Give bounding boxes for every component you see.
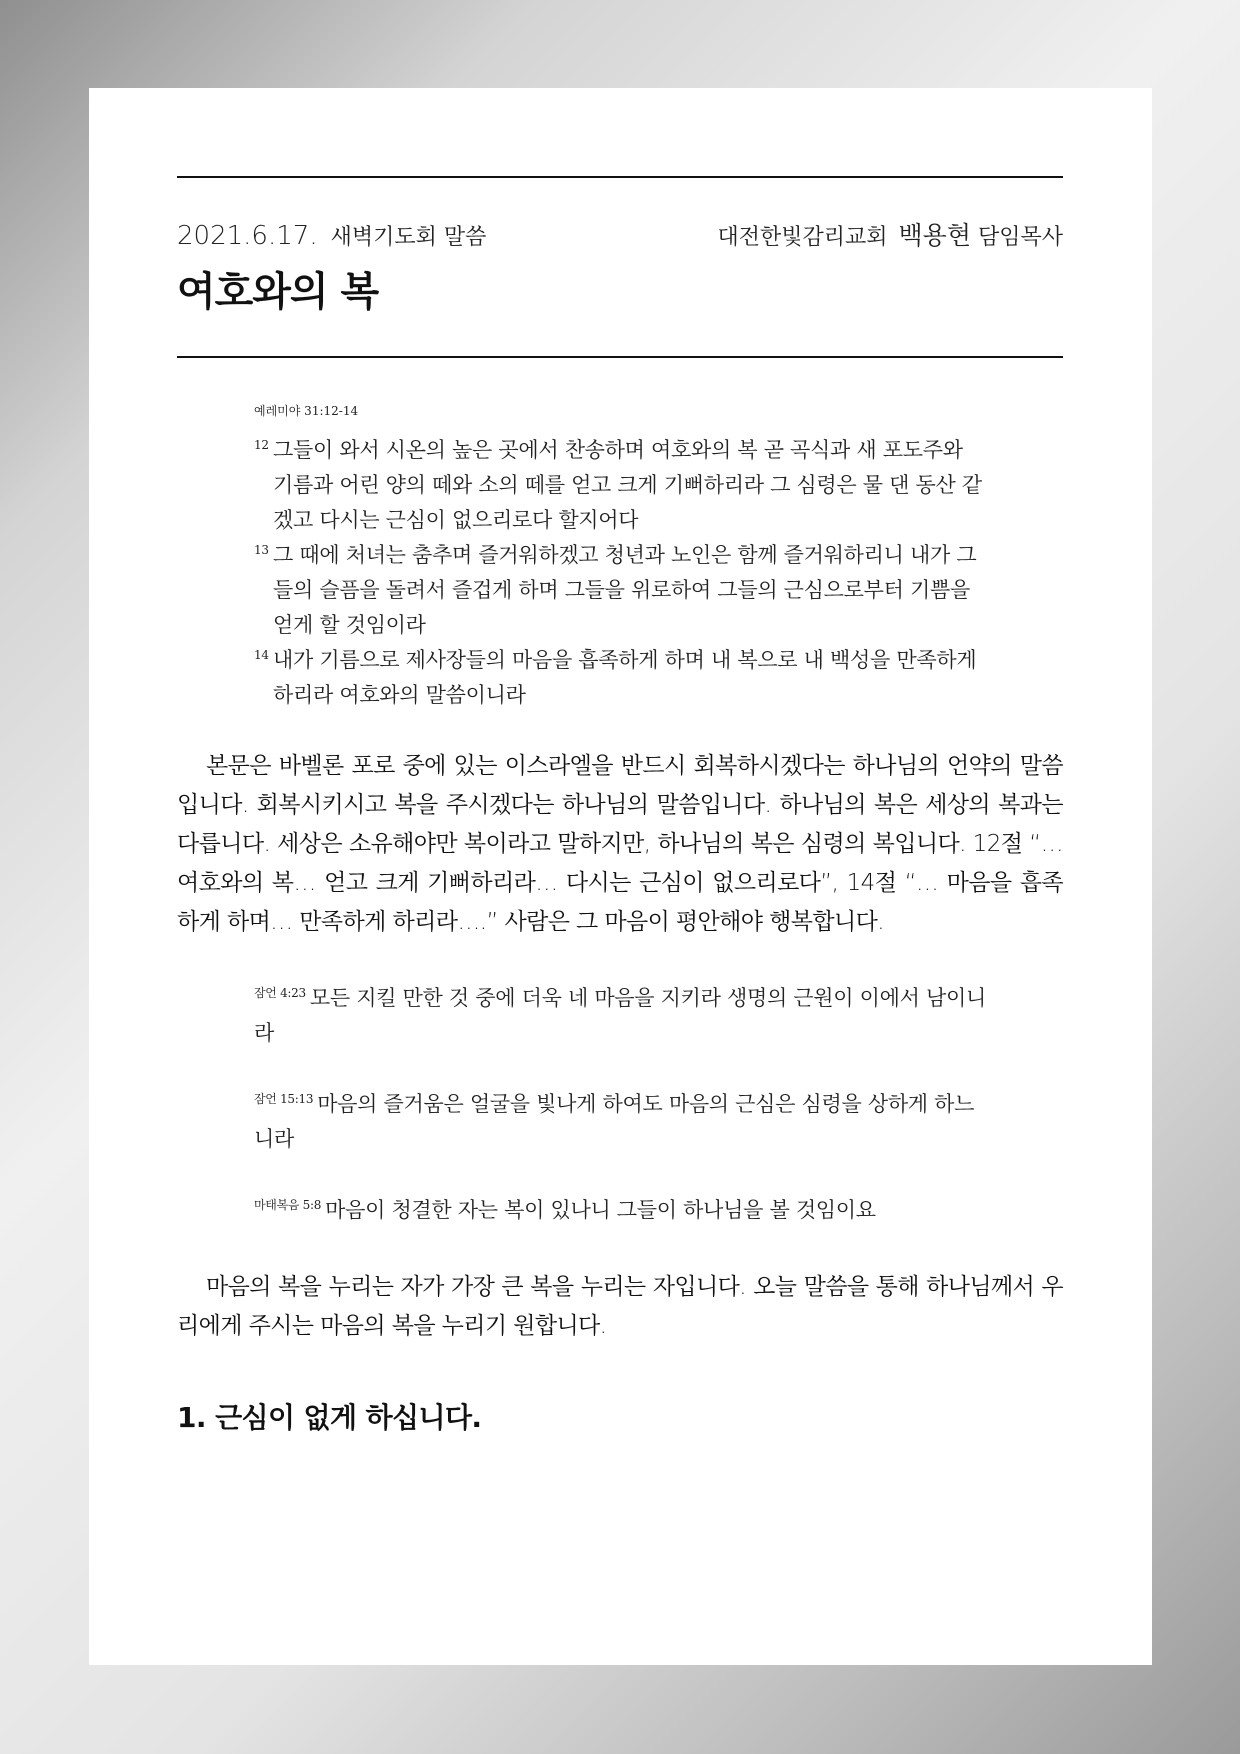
verse-text: 그들이 와서 시온의 높은 곳에서 찬송하며 여호와의 복 곧 곡식과 새 포도주와 기름과 어린 양의 떼와 소의 떼를 얻고 크게 기뻐하리라 그 심령은 물 댄 동산 같겠고 다시는 근심이 없으리로다 할지어다 — [273, 438, 982, 532]
quote-reference: 마태복음 5:8 — [254, 1198, 322, 1212]
quote-text: 모든 지킬 만한 것 중에 더욱 네 마음을 지키라 생명의 근원이 이에서 남이니라 — [254, 986, 986, 1045]
header-meta — [177, 216, 1063, 250]
quote-reference: 잠언 4:23 — [254, 986, 306, 1000]
quote-proverbs-4-23 — [254, 981, 986, 1051]
verse-13 — [254, 538, 986, 643]
quote-text: 마음이 청결한 자는 복이 있나니 그들이 하나님을 볼 것임이요 — [325, 1198, 876, 1222]
verse-number: 13 — [254, 543, 269, 557]
scripture-block — [254, 402, 986, 713]
verse-number: 14 — [254, 648, 269, 662]
section-heading-1: 1. 근심이 없게 하십니다. — [177, 1401, 482, 1434]
document-content — [177, 176, 1063, 1436]
service-date: 2021.6.17. — [177, 221, 318, 251]
quote-matthew-5-8 — [254, 1193, 986, 1228]
verse-12 — [254, 433, 986, 538]
top-rule — [177, 176, 1063, 178]
sermon-title: 여호와의 복 — [177, 269, 379, 315]
scripture-reference: 예레미야 31:12-14 — [254, 404, 359, 418]
quote-proverbs-15-13 — [254, 1087, 986, 1157]
verse-number: 12 — [254, 438, 269, 452]
body-paragraph-1: 본문은 바벨론 포로 중에 있는 이스라엘을 반드시 회복하시겠다는 하나님의 언약의 말씀입니다. 회복시키시고 복을 주시겠다는 하나님의 말씀입니다. 하나님의 복은 세상의 복과는 다릅니다. 세상은 소유해야만 복이라고 말하지만, 하나님의 복은 심령의 복입니다. 12절 “… 여호와의 복… 얻고 크게 기뻐하리라… 다시는 근심이 없으리로다”, 14절 “… 마음을 흡족하게 하며… 만족하게 하리라….” 사람은 그 마음이 평안해야 행복합니다. — [177, 753, 1063, 935]
preacher-info — [718, 216, 1064, 252]
verse-14 — [254, 643, 986, 713]
title-rule — [177, 356, 1063, 358]
quote-reference: 잠언 15:13 — [254, 1092, 314, 1106]
service-info — [177, 220, 486, 251]
body-paragraph-2: 마음의 복을 누리는 자가 가장 큰 복을 누리는 자입니다. 오늘 말씀을 통해 하나님께서 우리에게 주시는 마음의 복을 누리기 원합니다. — [177, 1274, 1063, 1339]
church-name: 대전한빛감리교회 — [717, 225, 888, 250]
service-name: 새벽기도회 말씀 — [330, 225, 487, 250]
document-page — [89, 88, 1152, 1665]
pastor-title: 담임목사 — [977, 225, 1063, 250]
verse-text: 그 때에 처녀는 춤추며 즐거워하겠고 청년과 노인은 함께 즐거워하리니 내가 그들의 슬픔을 돌려서 즐겁게 하며 그들을 위로하여 그들의 근심으로부터 기쁨을 얻게 할 것임이라 — [273, 543, 977, 637]
pastor-name: 백용현 — [898, 221, 971, 250]
quote-text: 마음의 즐거움은 얼굴을 빛나게 하여도 마음의 근심은 심령을 상하게 하느니라 — [254, 1092, 975, 1151]
verse-text: 내가 기름으로 제사장들의 마음을 흡족하게 하며 내 복으로 내 백성을 만족하게 하리라 여호와의 말씀이니라 — [273, 648, 977, 707]
